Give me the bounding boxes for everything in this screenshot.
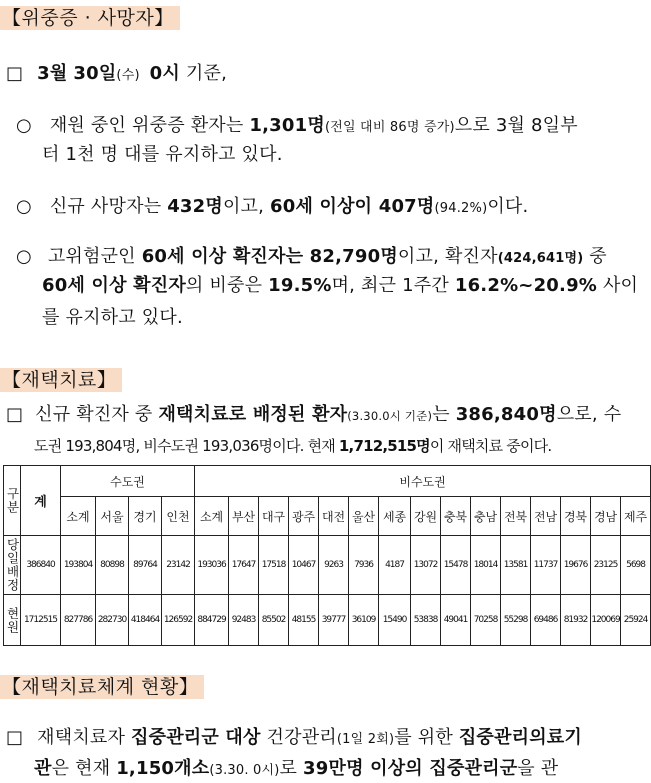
cell: 23125 <box>591 536 621 595</box>
cell: 126592 <box>162 595 195 646</box>
system-line1 <box>6 726 582 752</box>
cell: 89764 <box>129 536 162 595</box>
text: 도권 193,804명, 비수도권 193,036명이다. 현재 <box>34 437 339 455</box>
cell: 17518 <box>259 536 289 595</box>
date-day: 30일 <box>73 63 117 84</box>
col-header: 서울 <box>96 497 129 536</box>
text: 으로, 수 <box>556 404 622 425</box>
cell: 53838 <box>411 595 441 646</box>
text: 으로 3월 8일부 <box>454 115 578 136</box>
highrisk-count: 60세 이상 확진자는 82,790명 <box>141 246 398 267</box>
text: 신규 사망자는 <box>49 196 168 217</box>
cell: 13581 <box>501 536 531 595</box>
home-treatment-line1 <box>6 403 621 428</box>
header-capital: 수도권 <box>61 466 195 497</box>
col-header: 경남 <box>591 497 621 536</box>
cell: 120069 <box>591 595 621 646</box>
col-header: 전북 <box>501 497 531 536</box>
text: 집중관리의료기 <box>458 727 582 748</box>
deaths-count: 432명 <box>167 196 223 217</box>
text: 로 <box>279 758 304 779</box>
text: 터 1천 명 대를 유지하고 있다. <box>42 144 283 165</box>
text: 이고, 확진자 <box>397 246 498 267</box>
table-row <box>4 536 651 595</box>
cell: 23142 <box>162 536 195 595</box>
bullet-highrisk-line2 <box>42 274 638 298</box>
box-bullet: □ <box>6 63 24 84</box>
cell: 80898 <box>96 536 129 595</box>
system-line2 <box>34 757 558 783</box>
col-header: 울산 <box>349 497 379 536</box>
table-header-row <box>4 466 651 497</box>
col-header: 소계 <box>195 497 229 536</box>
table-subheader-row <box>4 497 651 536</box>
cell: 9263 <box>319 536 349 595</box>
bullet-critical-line1 <box>16 114 578 140</box>
cell: 25924 <box>621 595 651 646</box>
date-month: 3월 <box>37 63 68 84</box>
text: 은 현재 <box>51 758 117 779</box>
text: (94.2%) <box>434 201 488 216</box>
cell: 17647 <box>229 536 259 595</box>
cell: 85502 <box>259 595 289 646</box>
section-header-home-treatment: 【재택치료】 <box>0 368 122 392</box>
col-header: 대구 <box>259 497 289 536</box>
text: 를 유지하고 있다. <box>42 307 183 328</box>
text: 관 <box>34 758 52 779</box>
ratio-range: 16.2%~20.9% <box>454 275 598 296</box>
date-hour: 0시 <box>149 63 180 84</box>
cell: 1712515 <box>21 595 61 646</box>
circle-bullet: ○ <box>16 115 32 136</box>
col-header: 인천 <box>162 497 195 536</box>
cell: 193804 <box>61 536 96 595</box>
cell: 92483 <box>229 595 259 646</box>
cell: 48155 <box>289 595 319 646</box>
text: (전일 대비 86명 증가) <box>324 120 455 135</box>
deaths-60plus: 60세 이상이 407명 <box>270 196 435 217</box>
cell: 49041 <box>441 595 471 646</box>
date-suffix: 기준, <box>179 63 227 84</box>
cell: 15490 <box>379 595 411 646</box>
bullet-deaths <box>16 195 528 221</box>
cell: 193036 <box>195 536 229 595</box>
text: 재택치료자 <box>37 727 132 748</box>
cell: 19676 <box>561 536 591 595</box>
text: 재택치료로 배정된 환자 <box>158 404 348 425</box>
text: 이고, <box>222 196 270 217</box>
text: 건강관리 <box>260 727 337 748</box>
text: 사이 <box>597 275 639 296</box>
cell: 7936 <box>349 536 379 595</box>
col-header: 경기 <box>129 497 162 536</box>
section-header-critical: 【위중증 · 사망자】 <box>0 6 180 30</box>
date-dow: (수) <box>116 68 140 83</box>
cell: 418464 <box>129 595 162 646</box>
table-row <box>4 595 651 646</box>
col-header: 제주 <box>621 497 651 536</box>
cell: 282730 <box>96 595 129 646</box>
bullet-highrisk-line3 <box>42 306 183 330</box>
critical-count: 1,301명 <box>249 115 325 136</box>
cell: 15478 <box>441 536 471 595</box>
date-line <box>6 62 227 88</box>
cell: 39777 <box>319 595 349 646</box>
text: 39만명 이상의 집중관리군 <box>303 758 518 779</box>
current-count: 1,712,515명 <box>338 437 430 455</box>
cell: 4187 <box>379 536 411 595</box>
cell: 827786 <box>61 595 96 646</box>
col-header: 대전 <box>319 497 349 536</box>
text: 이 재택치료 중이다. <box>429 437 552 455</box>
text: 의 비중은 <box>185 275 269 296</box>
facility-count: 1,150개소 <box>116 758 210 779</box>
text: 집중관리군 대상 <box>131 727 261 748</box>
text: 이다. <box>487 196 529 217</box>
col-header: 부산 <box>229 497 259 536</box>
text: 을 관 <box>517 758 559 779</box>
header-gubun: 구분 <box>4 466 21 536</box>
col-header: 강원 <box>411 497 441 536</box>
cell: 55298 <box>501 595 531 646</box>
col-header: 광주 <box>289 497 319 536</box>
cell: 10467 <box>289 536 319 595</box>
ratio: 19.5% <box>268 275 332 296</box>
circle-bullet: ○ <box>16 196 32 217</box>
cell: 70258 <box>471 595 501 646</box>
cell: 884729 <box>195 595 229 646</box>
text: 를 위한 <box>394 727 459 748</box>
section-header-system: 【재택치료체계 현황】 <box>0 675 204 699</box>
total-confirmed: (424,641명) <box>497 251 584 266</box>
cell: 36109 <box>349 595 379 646</box>
text: 중 <box>583 246 607 267</box>
header-noncapital: 비수도권 <box>195 466 651 497</box>
text: 신규 확진자 중 <box>35 404 159 425</box>
col-header: 충남 <box>471 497 501 536</box>
text: (1일 2회) <box>336 732 395 747</box>
cell: 81932 <box>561 595 591 646</box>
cell: 69486 <box>531 595 561 646</box>
cell: 18014 <box>471 536 501 595</box>
box-bullet: □ <box>6 727 24 748</box>
circle-bullet: ○ <box>16 246 32 267</box>
col-header: 세종 <box>379 497 411 536</box>
bullet-critical-line2 <box>42 143 283 167</box>
text: (3.30. 0시) <box>209 763 280 778</box>
cell: 5698 <box>621 536 651 595</box>
col-header: 소계 <box>61 497 96 536</box>
cell: 11737 <box>531 536 561 595</box>
text: (3.30.0시 기준) <box>347 409 433 423</box>
text: 60세 이상 확진자 <box>42 275 186 296</box>
home-treatment-line2 <box>34 434 551 458</box>
box-bullet: □ <box>6 404 24 425</box>
col-header: 충북 <box>441 497 471 536</box>
row-label: 당일배정 <box>4 536 21 595</box>
col-header: 경북 <box>561 497 591 536</box>
col-header: 전남 <box>531 497 561 536</box>
text: 며, 최근 1주간 <box>331 275 455 296</box>
home-treatment-table <box>3 465 651 646</box>
text: 재원 중인 위중증 환자는 <box>49 115 250 136</box>
cell: 386840 <box>21 536 61 595</box>
bullet-highrisk-line1 <box>16 245 607 271</box>
text: 고위험군인 <box>47 246 142 267</box>
header-total: 계 <box>21 466 61 536</box>
row-label: 현원 <box>4 595 21 646</box>
cell: 13072 <box>411 536 441 595</box>
assigned-count: 386,840명 <box>455 404 557 425</box>
text: 는 <box>432 404 456 425</box>
